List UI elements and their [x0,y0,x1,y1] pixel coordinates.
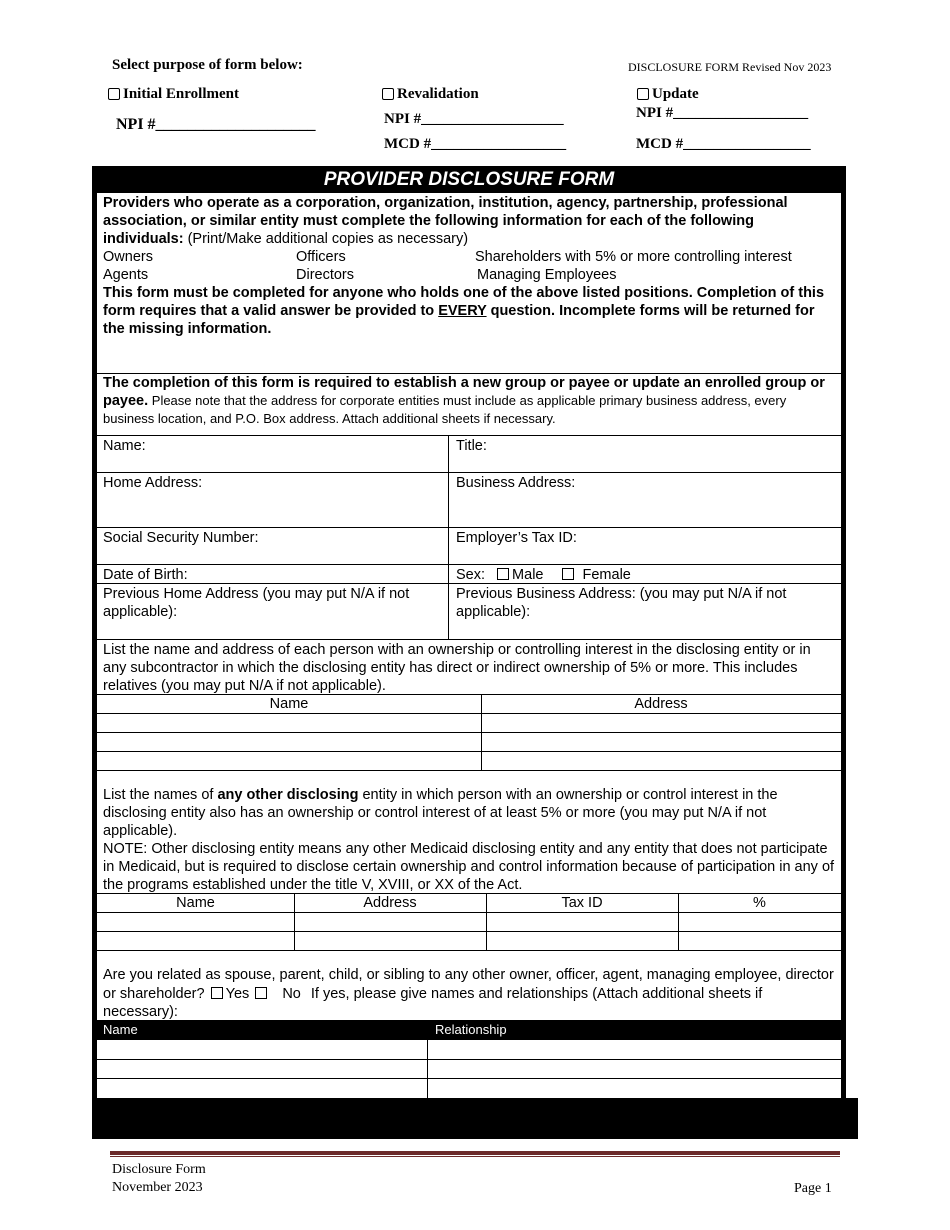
position-agents: Agents [103,267,149,283]
other-col-name: Name [176,895,215,911]
update-checkbox[interactable] [637,88,649,100]
ssn-field[interactable]: Social Security Number: [103,530,259,546]
requirement-text: This form must be completed for anyone who holds one of the above listed positions. Completion of this form requires that a valid answer be provided to EVERY question. Incomplete forms will be returned for the missing information. [103,285,825,337]
divider [97,950,841,951]
revalidation-checkbox[interactable] [382,88,394,100]
position-owners: Owners [103,249,153,265]
mcd-update-field[interactable]: MCD #_________________ [636,136,811,152]
completion-text: The completion of this form is required to establish a new group or payee or update an enrolled group or payee. Please note that the address for corporate entities must include as applicable primary business address, every business location, and P.O. Box address. Attach additional sheets if necessary. [103,375,825,426]
divider [97,373,841,374]
ownership-name-cell[interactable] [97,752,481,770]
divider [97,639,841,640]
previous-business-address-field[interactable]: Previous Business Address: (you may put N/A if not applicable): [456,586,787,620]
intro-text: Providers who operate as a corporation, organization, institution, agency, partnership, professional association, or similar entity must complete the following information for each of the following individuals: (Print/Make additional copies as necessary) [103,195,788,247]
form-bottom-bar [92,1098,858,1139]
revalidation-option[interactable]: Revalidation [382,86,479,103]
other-address-cell[interactable] [295,932,486,950]
other-percent-cell[interactable] [679,932,841,950]
select-purpose-label: Select purpose of form below: [112,57,303,73]
rel-col-name: Name [103,1022,138,1037]
other-col-percent: % [753,895,766,911]
male-checkbox[interactable] [497,568,509,580]
rel-relationship-cell[interactable] [428,1079,841,1097]
ownership-address-cell[interactable] [482,714,841,732]
divider [97,770,841,771]
ownership-address-cell[interactable] [482,752,841,770]
rel-name-cell[interactable] [97,1041,427,1059]
other-name-cell[interactable] [97,932,294,950]
other-tax-id-cell[interactable] [487,913,678,931]
rel-relationship-cell[interactable] [428,1041,841,1059]
other-tax-id-cell[interactable] [487,932,678,950]
rel-col-relationship: Relationship [435,1022,507,1037]
position-managing: Managing Employees [477,267,617,283]
title-field[interactable]: Title: [456,438,487,454]
no-checkbox[interactable] [255,987,267,999]
update-option[interactable]: Update [637,86,699,103]
footer-date: November 2023 [112,1180,203,1195]
npi-revalidation-field[interactable]: NPI #___________________ [384,111,564,127]
home-address-field[interactable]: Home Address: [103,475,203,491]
npi-initial-field[interactable]: NPI #____________________ [116,116,316,133]
rel-name-cell[interactable] [97,1079,427,1097]
relationship-question: Are you related as spouse, parent, child, or sibling to any other owner, officer, agent, managing employee, director or shareholder? Yes No If yes, please give names and relationships (Attach additional sheets if necessary): [103,967,834,1020]
position-officers: Officers [296,249,346,265]
page-number: Page 1 [794,1181,832,1196]
yes-checkbox[interactable] [211,987,223,999]
divider [97,564,841,565]
ownership-instructions: List the name and address of each person with an ownership or controlling interest in the disclosing entity or in any subcontractor in which the disclosing entity has direct or indirect ownership of 5% or more. This includes relatives (you may put N/A if not applicable). [103,642,811,694]
position-directors: Directors [296,267,355,283]
other-entity-instructions: List the names of any other disclosing entity in which person with an ownership or control interest in the disclosing entity also has an ownership or control interest of at least 5% or more (you may put N/A if not applicable). [103,787,778,839]
employer-tax-id-field[interactable]: Employer’s Tax ID: [456,530,577,546]
footer-rule [110,1151,840,1155]
initial-enrollment-checkbox[interactable] [108,88,120,100]
ownership-name-cell[interactable] [97,714,481,732]
ownership-col-address: Address [634,696,688,712]
other-percent-cell[interactable] [679,913,841,931]
column-divider [448,435,449,639]
rel-name-cell[interactable] [97,1060,427,1078]
form-title: PROVIDER DISCLOSURE FORM [92,166,846,193]
other-col-address: Address [363,895,417,911]
footer-form-name: Disclosure Form [112,1162,206,1177]
other-address-cell[interactable] [295,913,486,931]
relationship-table-header [97,1020,841,1040]
female-checkbox[interactable] [562,568,574,580]
ownership-name-cell[interactable] [97,733,481,751]
initial-enrollment-option[interactable]: Initial Enrollment [108,86,239,103]
ownership-col-name: Name [269,696,309,712]
sex-field: Sex: Male Female [456,567,631,583]
footer-rule-thin [110,1156,840,1157]
npi-update-field[interactable]: NPI #__________________ [636,105,809,121]
previous-home-address-field[interactable]: Previous Home Address (you may put N/A if not applicable): [103,586,410,620]
other-entity-note: NOTE: Other disclosing entity means any other Medicaid disclosing entity and any entity that does not participate in Medicaid, but is required to disclose certain ownership and control information because of participation in any of the programs established under the title V, XVIII, or XX of the Act. [103,841,835,893]
rel-relationship-cell[interactable] [428,1060,841,1078]
date-of-birth-field[interactable]: Date of Birth: [103,567,188,583]
revision-label: DISCLOSURE FORM Revised Nov 2023 [628,60,832,74]
business-address-field[interactable]: Business Address: [456,475,576,491]
divider [97,435,841,436]
ownership-address-cell[interactable] [482,733,841,751]
other-col-tax-id: Tax ID [561,895,603,911]
other-name-cell[interactable] [97,913,294,931]
divider [97,472,841,473]
mcd-revalidation-field[interactable]: MCD #__________________ [384,136,567,152]
position-shareholders: Shareholders with 5% or more controlling interest [475,249,792,265]
name-field[interactable]: Name: [103,438,146,454]
divider [97,527,841,528]
